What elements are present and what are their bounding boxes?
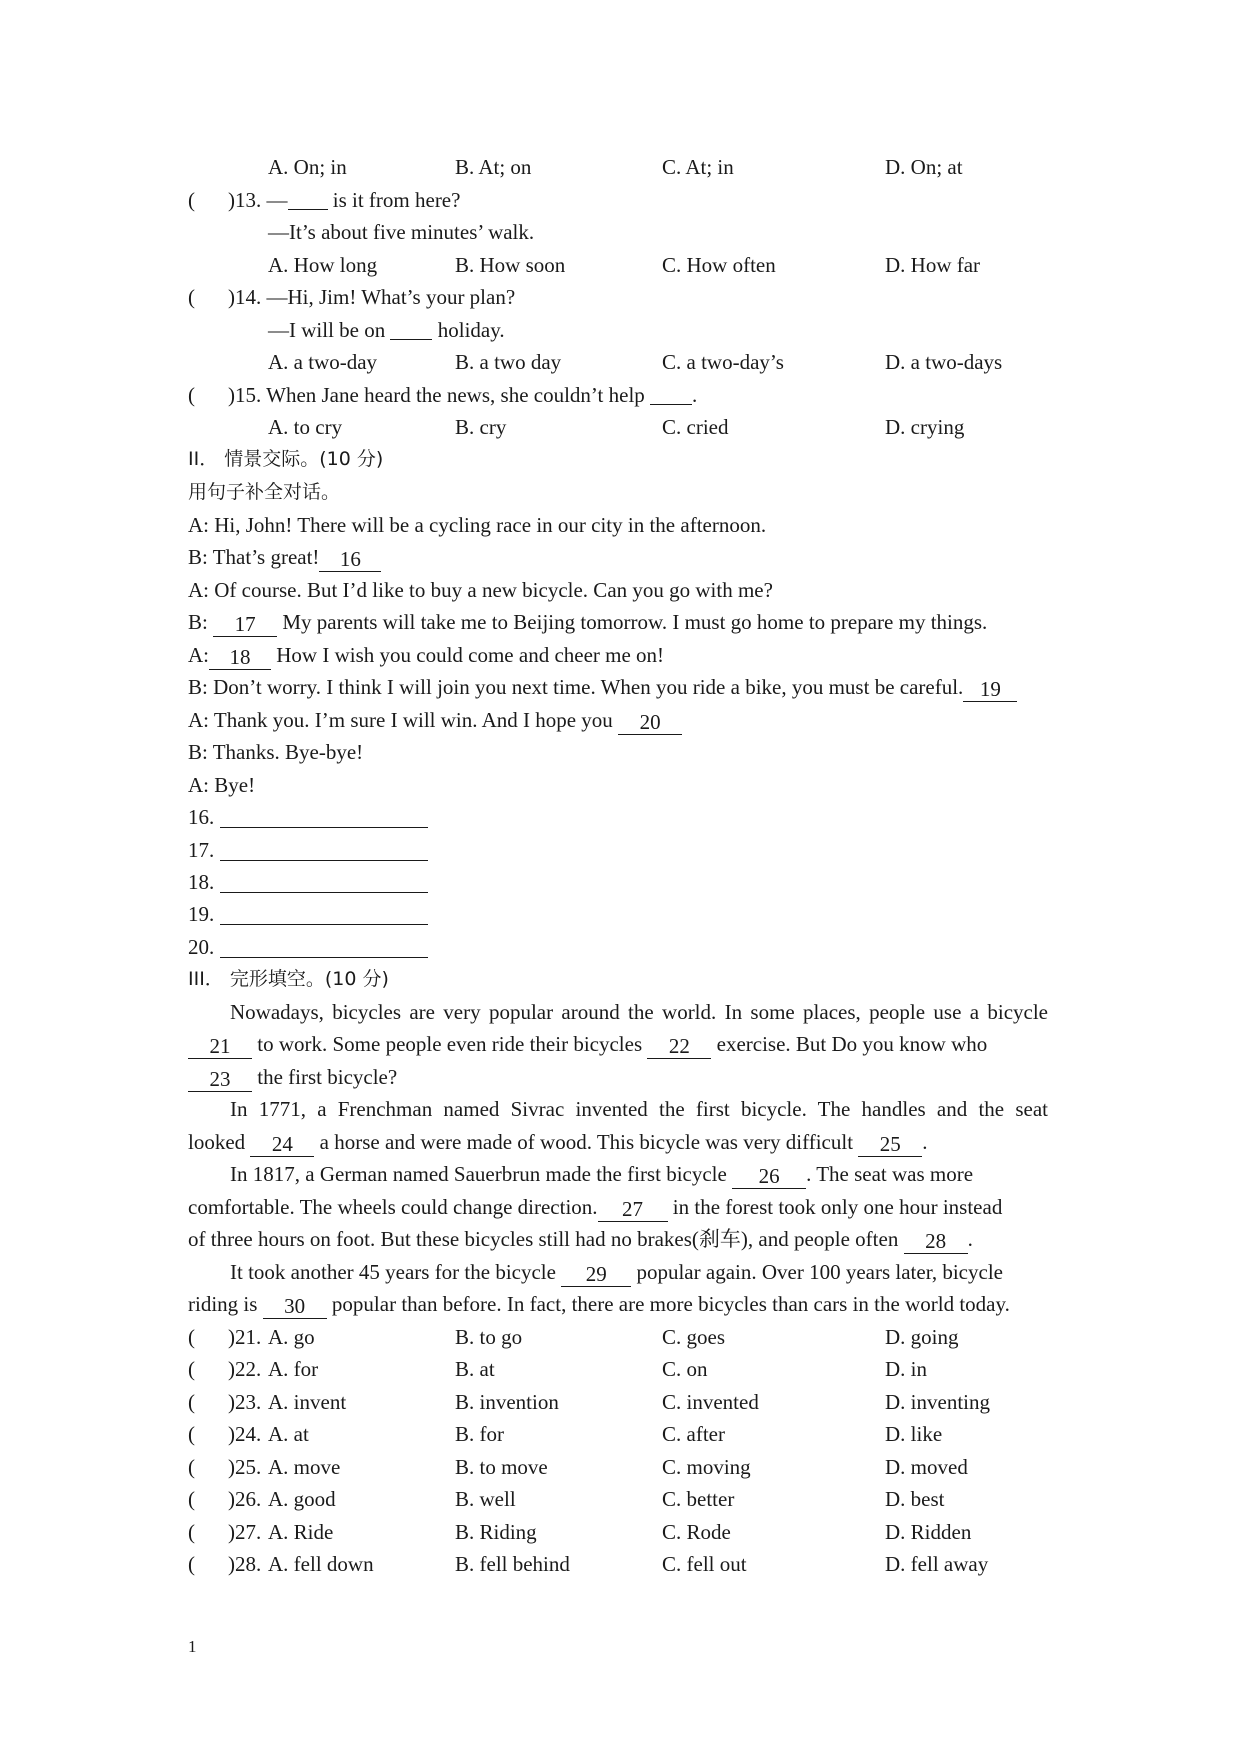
option-c: C. moving	[662, 1455, 751, 1479]
passage-p3-line-1-a: In 1817, a German named Sauerbrun made the first bicycle	[230, 1162, 733, 1186]
dialogue-line-7	[188, 704, 682, 736]
q13-paren: (	[188, 188, 195, 212]
answer-field-18[interactable]	[220, 870, 428, 893]
passage-p4-line-2-a: riding is	[188, 1292, 263, 1316]
answer-paren: (	[188, 1357, 195, 1381]
blank-17: 17	[213, 612, 277, 637]
q13-number: )13.	[228, 188, 262, 212]
q13-stem	[0, 184, 1241, 216]
option-b: B. at	[455, 1357, 495, 1381]
section-2-instruction: 用句子补全对话。	[188, 481, 341, 503]
dialogue-line-4-text: My parents will take me to Beijing tomorrow. I must go home to prepare my things.	[277, 610, 988, 634]
option-a: A. fell down	[268, 1552, 374, 1576]
answer-line-20	[188, 931, 428, 963]
dialogue-line-4-speaker: B:	[188, 610, 214, 634]
option-c: C. on	[662, 1357, 708, 1381]
q15-pre: When Jane heard the news, she couldn’t help	[261, 383, 651, 407]
option-a: A. Ride	[268, 1520, 334, 1544]
dialogue-line-5-speaker: A:	[188, 643, 209, 667]
answer-paren: (	[188, 1520, 195, 1544]
option-d: D. best	[885, 1487, 945, 1511]
cloze-question	[0, 1516, 1241, 1548]
option-b: B. to move	[455, 1455, 548, 1479]
passage-p1-line-2-a: to work. Some people even ride their bicycles	[252, 1032, 648, 1056]
q14-option-b: B. a two day	[455, 350, 562, 374]
passage-p3-line-2-a: comfortable. The wheels could change direction.	[188, 1195, 598, 1219]
q12-option-a: A. On; in	[268, 155, 347, 179]
q14-text	[228, 281, 515, 313]
cloze-question	[0, 1483, 1241, 1515]
dialogue-line-6-text: B: Don’t worry. I think I will join you next time. When you ride a bike, you must be careful.	[188, 675, 964, 699]
dialogue-line-3: A: Of course. But I’d like to buy a new bicycle. Can you go with me?	[188, 578, 773, 602]
question-number: )26.	[228, 1487, 262, 1511]
option-d: D. inventing	[885, 1390, 990, 1414]
option-a: A. move	[268, 1455, 341, 1479]
q15-options-row	[0, 411, 1241, 443]
q15-paren: (	[188, 383, 195, 407]
answer-paren: (	[188, 1552, 195, 1576]
answer-field-19[interactable]	[220, 902, 428, 925]
answer-label-17: 17.	[188, 838, 215, 862]
passage-p2-line-2-c: .	[922, 1130, 928, 1154]
q14-blank[interactable]	[390, 317, 432, 340]
option-c: C. better	[662, 1487, 735, 1511]
passage-p3-line-3-a: of three hours on foot. But these bicycles still had no brakes(刹车), and people often	[188, 1227, 904, 1251]
cloze-question	[0, 1451, 1241, 1483]
passage-p3-line-2	[188, 1191, 1002, 1223]
option-b: B. well	[455, 1487, 516, 1511]
answer-label-19: 19.	[188, 902, 215, 926]
q14-question: —Hi, Jim! What’s your plan?	[266, 285, 516, 309]
option-c: C. Rode	[662, 1520, 731, 1544]
q15-number: )15.	[228, 383, 262, 407]
blank-26: 26	[732, 1164, 806, 1189]
answer-line-17	[188, 834, 428, 866]
passage-p1-line-2	[188, 1028, 987, 1060]
q13-option-d: D. How far	[885, 253, 981, 277]
option-a: A. invent	[268, 1390, 347, 1414]
passage-p3-line-3	[188, 1223, 973, 1255]
passage-p1-line-1: Nowadays, bicycles are very popular around the world. In some places, people use a bicycle	[230, 1000, 1048, 1024]
option-d: D. fell away	[885, 1552, 989, 1576]
dialogue-line-7-text: A: Thank you. I’m sure I will win. And I hope you	[188, 708, 619, 732]
option-b: B. to go	[455, 1325, 523, 1349]
question-number: )21.	[228, 1325, 262, 1349]
cloze-question	[0, 1321, 1241, 1353]
dialogue-line-5-text: How I wish you could come and cheer me on!	[271, 643, 665, 667]
option-d: D. Ridden	[885, 1520, 972, 1544]
dialogue-line-1: A: Hi, John! There will be a cycling race in our city in the afternoon.	[188, 513, 767, 537]
q13-reply: —It’s about five minutes’ walk.	[268, 220, 535, 244]
blank-19: 19	[963, 677, 1017, 702]
q13-option-a: A. How long	[268, 253, 378, 277]
option-d: D. going	[885, 1325, 959, 1349]
answer-line-18	[188, 866, 428, 898]
answer-paren: (	[188, 1422, 195, 1446]
q14-number: )14.	[228, 285, 262, 309]
question-number: )28.	[228, 1552, 262, 1576]
dialogue-line-2-text: B: That’s great!	[188, 545, 320, 569]
q15-option-c: C. cried	[662, 415, 729, 439]
blank-18: 18	[209, 645, 271, 670]
passage-p2-line-2	[188, 1126, 928, 1158]
q13-options-row	[0, 249, 1241, 281]
passage-p3-line-2-b: in the forest took only one hour instead	[667, 1195, 1003, 1219]
page-number: 1	[188, 1637, 197, 1656]
option-a: A. go	[268, 1325, 315, 1349]
q12-options-row	[0, 151, 1241, 183]
option-a: A. at	[268, 1422, 309, 1446]
q15-stem	[0, 379, 1241, 411]
blank-27: 27	[598, 1197, 668, 1222]
q12-option-b: B. At; on	[455, 155, 532, 179]
answer-field-20[interactable]	[220, 935, 428, 958]
question-number: )23.	[228, 1390, 262, 1414]
cloze-question	[0, 1548, 1241, 1580]
blank-22: 22	[647, 1034, 711, 1059]
q14-option-d: D. a two-days	[885, 350, 1003, 374]
option-b: B. for	[455, 1422, 504, 1446]
q14-stem	[0, 281, 1241, 313]
q13-pre: —	[266, 188, 288, 212]
q12-option-d: D. On; at	[885, 155, 963, 179]
question-number: )25.	[228, 1455, 262, 1479]
option-d: D. moved	[885, 1455, 968, 1479]
answer-paren: (	[188, 1487, 195, 1511]
option-b: B. Riding	[455, 1520, 537, 1544]
q13-post: is it from here?	[327, 188, 461, 212]
option-a: A. for	[268, 1357, 319, 1381]
dialogue-line-8: B: Thanks. Bye-bye!	[188, 740, 364, 764]
cloze-question	[0, 1386, 1241, 1418]
option-d: D. like	[885, 1422, 943, 1446]
q14-reply-post: holiday.	[432, 318, 505, 342]
passage-p1-line-3-text: the first bicycle?	[252, 1065, 398, 1089]
option-c: C. goes	[662, 1325, 725, 1349]
option-d: D. in	[885, 1357, 927, 1381]
answer-paren: (	[188, 1390, 195, 1414]
q14-options-row	[0, 346, 1241, 378]
q13-text	[228, 184, 460, 216]
passage-p1-line-2-b: exercise. But Do you know who	[711, 1032, 988, 1056]
dialogue-line-6	[188, 671, 1017, 703]
cloze-question	[0, 1418, 1241, 1450]
option-b: B. invention	[455, 1390, 559, 1414]
dialogue-line-2	[188, 541, 381, 573]
answer-line-16	[188, 801, 428, 833]
option-c: C. invented	[662, 1390, 759, 1414]
q13-blank[interactable]	[288, 187, 328, 210]
passage-p3-line-1-b: . The seat was more	[806, 1162, 974, 1186]
blank-29: 29	[561, 1262, 631, 1287]
blank-16: 16	[319, 547, 381, 572]
blank-20: 20	[618, 710, 682, 735]
option-c: C. fell out	[662, 1552, 747, 1576]
q14-paren: (	[188, 285, 195, 309]
blank-21: 21	[188, 1034, 252, 1059]
q15-option-a: A. to cry	[268, 415, 343, 439]
passage-p4-line-2-b: popular than before. In fact, there are more bicycles than cars in the world today.	[326, 1292, 1010, 1316]
question-number: )24.	[228, 1422, 262, 1446]
q15-text	[228, 379, 697, 411]
blank-24: 24	[250, 1132, 314, 1157]
passage-p4-line-2	[188, 1288, 1010, 1320]
passage-p2-line-2-a: looked	[188, 1130, 251, 1154]
q15-blank[interactable]	[650, 382, 692, 405]
q14-option-c: C. a two-day’s	[662, 350, 784, 374]
answer-label-20: 20.	[188, 935, 215, 959]
passage-p4-line-1-b: popular again. Over 100 years later, bicycle	[631, 1260, 1003, 1284]
answer-field-16[interactable]	[220, 805, 428, 828]
q13-option-c: C. How often	[662, 253, 776, 277]
blank-28: 28	[904, 1229, 968, 1254]
passage-p3-line-3-b: .	[967, 1227, 973, 1251]
passage-p2-line-1: In 1771, a Frenchman named Sivrac invented the first bicycle. The handles and the seat	[230, 1097, 1048, 1121]
q13-option-b: B. How soon	[455, 253, 566, 277]
option-b: B. fell behind	[455, 1552, 570, 1576]
section-3-title: III． 完形填空。(10 分)	[188, 968, 389, 990]
q12-option-c: C. At; in	[662, 155, 734, 179]
q15-option-d: D. crying	[885, 415, 965, 439]
answer-paren: (	[188, 1455, 195, 1479]
blank-30: 30	[263, 1294, 327, 1319]
dialogue-line-5	[188, 639, 664, 671]
question-number: )22.	[228, 1357, 262, 1381]
passage-p1-line-3	[188, 1061, 397, 1093]
answer-label-18: 18.	[188, 870, 215, 894]
answer-paren: (	[188, 1325, 195, 1349]
section-2-title: II． 情景交际。(10 分)	[188, 448, 384, 470]
q14-reply	[268, 314, 505, 346]
answer-field-17[interactable]	[220, 838, 428, 861]
q14-option-a: A. a two-day	[268, 350, 378, 374]
passage-p3-line-1	[230, 1158, 973, 1190]
passage-p4-line-1	[230, 1256, 1003, 1288]
answer-label-16: 16.	[188, 805, 215, 829]
option-a: A. good	[268, 1487, 336, 1511]
passage-p4-line-1-a: It took another 45 years for the bicycle	[230, 1260, 562, 1284]
q15-post: .	[692, 383, 698, 407]
dialogue-line-4	[188, 606, 987, 638]
q15-option-b: B. cry	[455, 415, 507, 439]
question-number: )27.	[228, 1520, 262, 1544]
option-c: C. after	[662, 1422, 725, 1446]
answer-line-19	[188, 898, 428, 930]
dialogue-line-9: A: Bye!	[188, 773, 256, 797]
passage-p2-line-2-b: a horse and were made of wood. This bicycle was very difficult	[314, 1130, 859, 1154]
blank-23: 23	[188, 1067, 252, 1092]
cloze-question	[0, 1353, 1241, 1385]
blank-25: 25	[858, 1132, 922, 1157]
q14-reply-pre: —I will be on	[268, 318, 391, 342]
